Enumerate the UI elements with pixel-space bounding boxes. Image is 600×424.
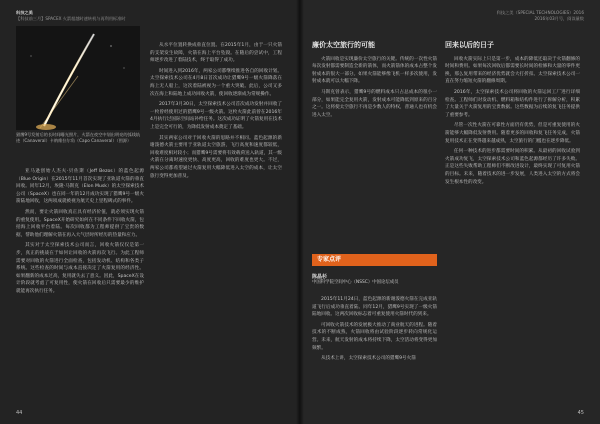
paragraph: 马斯克曾表示，猎鹰9号的燃料成本只占总成本的很小一部分，如果能完全复用火箭，发射成本可能降低到原来的百分之一。这将使太空旅行不再是少数人的特权，普通人也有机会进入太空。 [312,89,437,118]
right-page-number: 45 [577,410,584,416]
left-column-2 [150,42,282,183]
paragraph: 然而，要让火箭回收真正具有经济价值，就必须实现火箭的重复使用。SpaceX开始研究如何在不同条件下回收火箭，包括海上回收平台着陆。每次回收都为工程师提供了宝贵的数据，帮助他们理解火箭在再入大气层时所经历的热量和应力。 [16,209,144,238]
left-column-1 [16,168,144,299]
paragraph: 回收火箭实际上只是第一步，成本的降低还取决于火箭翻修的时间和费用。如果每次回收后都需要长时间的检修和大量的零件更换，那么复用带来的经济优势就会大打折扣。太空探索技术公司一直在努力缩短火箭的翻修周期。 [445,56,580,85]
paragraph: 其实两家公司对于回收火箭的思路并不相同。蓝色起源的新谢泼德火箭主要用于亚轨道太空旅游，飞行高度和速度都较低，回收难度相对较小；而猎鹰9号需要将有效载荷送入轨道，其一级火箭在分离时速度更快、高度更高，回收的难度也更大。不过，两家公司都希望通过火箭复用大幅降低进入太空的成本，让太空旅行变得更加普及。 [150,135,282,179]
expert-commentary [312,296,437,366]
page-gutter [296,0,304,424]
left-header-section: 科技之美 [16,10,33,15]
left-page-number: 44 [16,410,23,416]
paragraph: 2017年3月30日，太空探索技术公司首次成功发射并回收了一枚曾经使用过的猎鹰9号一级火箭。这枚火箭此前曾在2016年4月执行过国际空间站补给任务。这次成功证明了火箭复用在技术上是完全可行的，为降低发射成本奠定了基础。 [150,102,282,130]
paragraph: 从水平位置转换成垂直位置。在2015年1月，由于一只火箭的支架发生故障，火箭在海上平台坠毁。在随后的尝试中，工程师逐步改进了着陆技术，终于取得了成功。 [150,43,282,64]
right-column-2 [445,42,580,189]
paragraph: 可回收火箭技术的发展极大推动了商业航天的进程。随着技术的不断成熟，火箭回收将由试验阶段逐步转向常规化运营。未来，航天发射的成本将持续下降，太空活动将变得更加频繁。 [312,322,437,351]
paragraph: 2016年，太空探索技术公司将回收的火箭运回工厂进行详细检查。工程师们对发动机、燃料箱和结构件进行了拆解分析，积累了大量关于火箭复用的宝贵数据。这些数据为后续的复飞任务提供了重要参考。 [445,89,580,118]
left-page-header [16,10,216,21]
expert-review-banner: 专家点评 [312,254,437,266]
paragraph: 从技术上讲，太空探索技术公司的猎鹰9号火箭 [321,356,416,362]
author-title: 中国科学院空间中心（NSSC）中国论坛成员 [312,280,399,286]
right-page [300,0,600,424]
paragraph: 2015年11月24日，蓝色起源的新谢泼德火箭在完成亚轨道飞行后成功垂直着陆。同年12月，猎鹰9号实现了一级火箭陆地回收。这两次回收标志着可重复使用火箭时代的到来。 [312,297,437,318]
paragraph: 亚马逊创始人杰夫·贝佐斯（Jeff Bezos）的蓝色起源（Blue Origin）在2015年11月首次实现了亚轨道火箭的垂直回收。同年12月，埃隆·马斯克（Elon Musk）的太空探索技术公司（SpaceX）也在同一年的12月成功实现了猎鹰9号一级火箭陆地回收，这两项成就被视为航天史上里程碑式的事件。 [16,169,144,205]
paragraph: 时间进入到2016年，两家公司都继续推进各自的回收计划。太空探索技术公司在4月8日首次成功让猎鹰9号一级火箭降落在海上无人船上，这次着陆被视为一个重大突破。此后，公司又多次在海上和陆地上成功回收火箭，使回收逐渐成为常规操作。 [150,68,282,97]
right-header-line2: 2016年03月号，阅读量数 [534,15,584,21]
rocket-launch-photo [16,26,140,130]
left-header-subtitle: 【科技前三月】SPACEX 火箭超越时速转机与再利用标准时 [16,15,126,21]
paragraph: 其实对于太空探索技术公司而言，回收火箭仅仅是第一步，真正的挑战在于如何让回收的火箭再次飞行。为此工程师需要对回收的火箭进行全面检查，包括发动机、结构和各类子系统。这些检查的时间与成本直接决定了火箭复用的经济性。如果翻新的成本过高，复用就失去了意义。因此，SpaceX在设计阶段就考虑了可复用性，使火箭在回收后只需要最少的维护就能再次执行任务。 [16,243,144,294]
author-block [312,274,437,286]
photo-caption: 猎鹰9号发射后的长时间曝光照片，火箭在夜空中划出明亮的弧线轨迹（Canaveral）卡纳维拉尔角（Capo Canaveral）（图源） [16,132,141,143]
right-page-header [384,10,584,21]
paragraph: 任何一种技术的进步都需要时间的积累。从最初的回收试验到火箭成功复飞，太空探索技术公司和蓝色起源都经历了许多失败。正是这些失败帮助工程师们不断改进设计，最终实现了可复用火箭的目标。未来，随着技术的进一步发展，人类进入太空的方式将会发生根本性的改变。 [445,149,580,185]
paragraph: 火箭回收是实现廉价太空旅行的关键。传统的一次性火箭每次发射都需要制造全新的箭体，而火箭箭体的成本占整个发射成本的很大一部分。如果火箭能够像飞机一样多次使用，发射成本就可以大幅下降。 [312,56,437,85]
paragraph: 尽管一次性火箭在可靠性方面仍有优势，但是可重复使用的火箭能够大幅降低发射费用。随着更多的回收和复飞任务完成，火箭复用技术正在变得越来越成熟，太空旅行的门槛也在逐步降低。 [445,123,580,144]
author-name: 陈晶杉 [312,274,328,280]
right-column-1 [312,42,437,122]
right-header-line1: 科技之美（SPECIAL TECHNOLOGIES）2016 [496,10,584,15]
section-title-after-return: 回来以后的日子 [445,41,494,49]
section-title-cheap-travel: 廉价太空旅行的可能 [312,41,375,49]
rocket-trail-image [16,26,140,130]
